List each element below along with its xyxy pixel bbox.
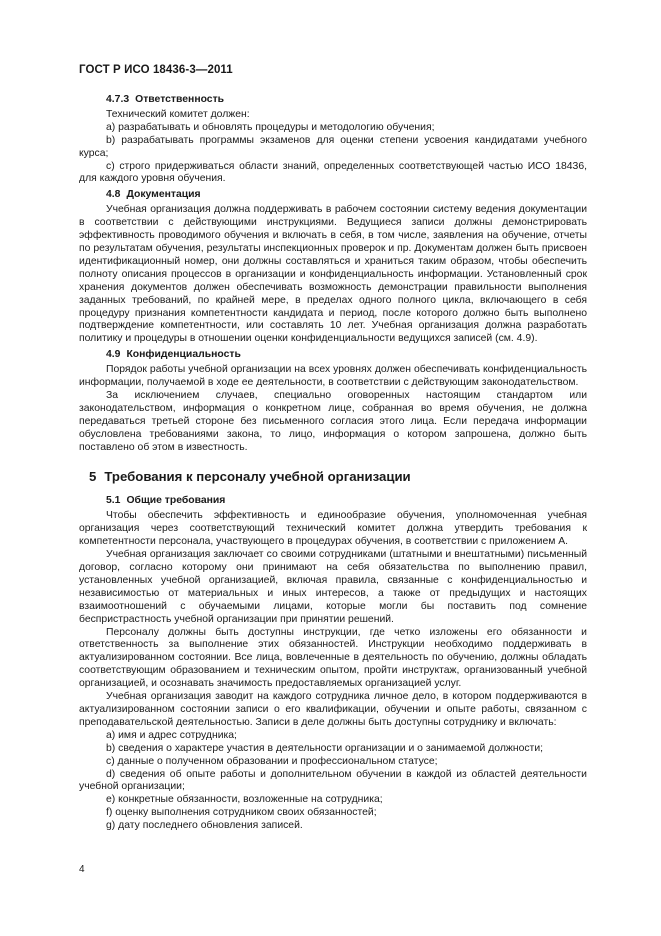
chapter-heading-5 bbox=[79, 469, 587, 485]
section-title: Общие требования bbox=[126, 495, 226, 507]
section-heading-4-7-3 bbox=[79, 94, 587, 107]
paragraph: Чтобы обеспечить эффективность и единообразие обучения, уполномоченная учебная организация через соответствующий технический комитет должна утвердить требования к компетентности персонала, участвующего в процедурах обучения, в соответствии с приложением А. bbox=[79, 510, 587, 548]
paragraph: Учебная организация заключает со своими сотрудниками (штатными и внештатными) письменный договор, согласно которому они принимают на себя обязательства по выполнению правил, установленных учебной организацией, включая правила, связанные с конфиденциальностью и независимостью от материальных и иных интересов, а также от предыдущих и настоящих взаимоотношений с обучаемыми лицами, которые могли бы поставить под сомнение беспристрастность учебной организации при принятии решений. bbox=[79, 549, 587, 625]
list-item: g) дату последнего обновления записей. bbox=[106, 820, 303, 832]
list-item: d) сведения об опыте работы и дополнительном обучении в каждой из областей деятельности учебной организации; bbox=[79, 768, 587, 793]
paragraph: Учебная организация заводит на каждого сотрудника личное дело, в котором поддерживаются в актуализированном состоянии записи о его квалификации, обучении и опыте работы, связанном с преподавательской деятельностью. Записи в деле должны быть доступны сотруднику и включать: bbox=[79, 691, 587, 728]
section-number: 4.9 bbox=[106, 349, 121, 361]
paragraph: За исключением случаев, специально оговоренных настоящим стандартом или законодательством, информация о конкретном лице, собранная во время обучения, не должна передаваться третьей стороне без письменного согласия этого лица. Если передача информации обусловлена требованиями закона, то лицо, информация о котором запрошена, должно быть поставлено об этом в известность. bbox=[79, 389, 587, 453]
section-heading-5-1 bbox=[79, 495, 587, 508]
section-title: Документация bbox=[126, 189, 201, 201]
document-header: ГОСТ Р ИСО 18436-3—2011 bbox=[79, 64, 233, 76]
paragraph: Порядок работы учебной организации на всех уровнях должен обеспечивать конфиденциальность информации, получаемой в ходе ее деятельности, в соответствии с действующим законодательством. bbox=[79, 364, 587, 389]
section-heading-4-8 bbox=[79, 189, 587, 202]
chapter-number: 5 bbox=[89, 469, 97, 485]
paragraph: Учебная организация должна поддерживать в рабочем состоянии систему ведения документации в соответствии с действующими инструкциями. Ведущиеся записи должны демонстрировать эффективность проводимого обучения и включать в себя, в том числе, заявления на обучение, отчеты по результатам обучения, результаты инспекционных проверок и пр. Документам должен быть присвоен идентификационный номер, они должны составляться и храниться таким образом, чтобы обеспечить полноту описания процессов в организации и конфиденциальность информации. Установленный срок хранения документов должен обеспечивать возможность демонстрации правильности выполнения заданных требований, по крайней мере, в пределах одного полного цикла, включающего в себя процедуру признания компетентности кандидата и период, после которого должно быть выполнено подтверждение компетентности, или составлять 10 лет. Учебная организация должна разработать политику и процедуры в отношении оценки конфиденциальности ведущихся записей (см. 4.9). bbox=[79, 204, 587, 345]
list-item: c) строго придерживаться области знаний, определенных соответствующей частью ИСО 18436, для каждого уровня обучения. bbox=[79, 160, 587, 185]
list-item: a) разрабатывать и обновлять процедуры и методологию обучения; bbox=[106, 121, 435, 133]
list-item: c) данные о полученном образовании и профессиональном статусе; bbox=[106, 755, 438, 767]
section-title: Конфиденциальность bbox=[126, 349, 241, 361]
paragraph: Персоналу должны быть доступны инструкции, где четко изложены его обязанности и ответственность за выполнение этих обязанностей. Инструкции необходимо поддерживать в актуализированном состоянии. Все лица, вовлеченные в деятельность по обучению, должны обладать соответствующим образованием и техническим опытом, пройти инструктаж, организованный учебной организацией, и осознавать значимость предоставляемых организацией услуг. bbox=[79, 626, 587, 690]
list-item: e) конкретные обязанности, возложенные на сотрудника; bbox=[106, 794, 383, 806]
list-item: a) имя и адрес сотрудника; bbox=[106, 729, 237, 741]
list-item: b) разрабатывать программы экзаменов для оценки степени усвоения кандидатами учебного курса; bbox=[79, 134, 587, 159]
section-number: 4.8 bbox=[106, 189, 121, 201]
paragraph: Технический комитет должен: bbox=[106, 108, 250, 120]
document-body bbox=[79, 92, 587, 833]
list-item: f) оценку выполнения сотрудником своих обязанностей; bbox=[106, 807, 377, 819]
section-title: Ответственность bbox=[135, 94, 225, 105]
section-number: 4.7.3 bbox=[106, 94, 130, 105]
section-number: 5.1 bbox=[106, 495, 121, 507]
section-heading-4-9 bbox=[79, 349, 587, 362]
chapter-title: Требования к персоналу учебной организации bbox=[104, 469, 411, 485]
list-item: b) сведения о характере участия в деятельности организации и о занимаемой должности; bbox=[106, 742, 544, 754]
page-number: 4 bbox=[79, 864, 85, 875]
